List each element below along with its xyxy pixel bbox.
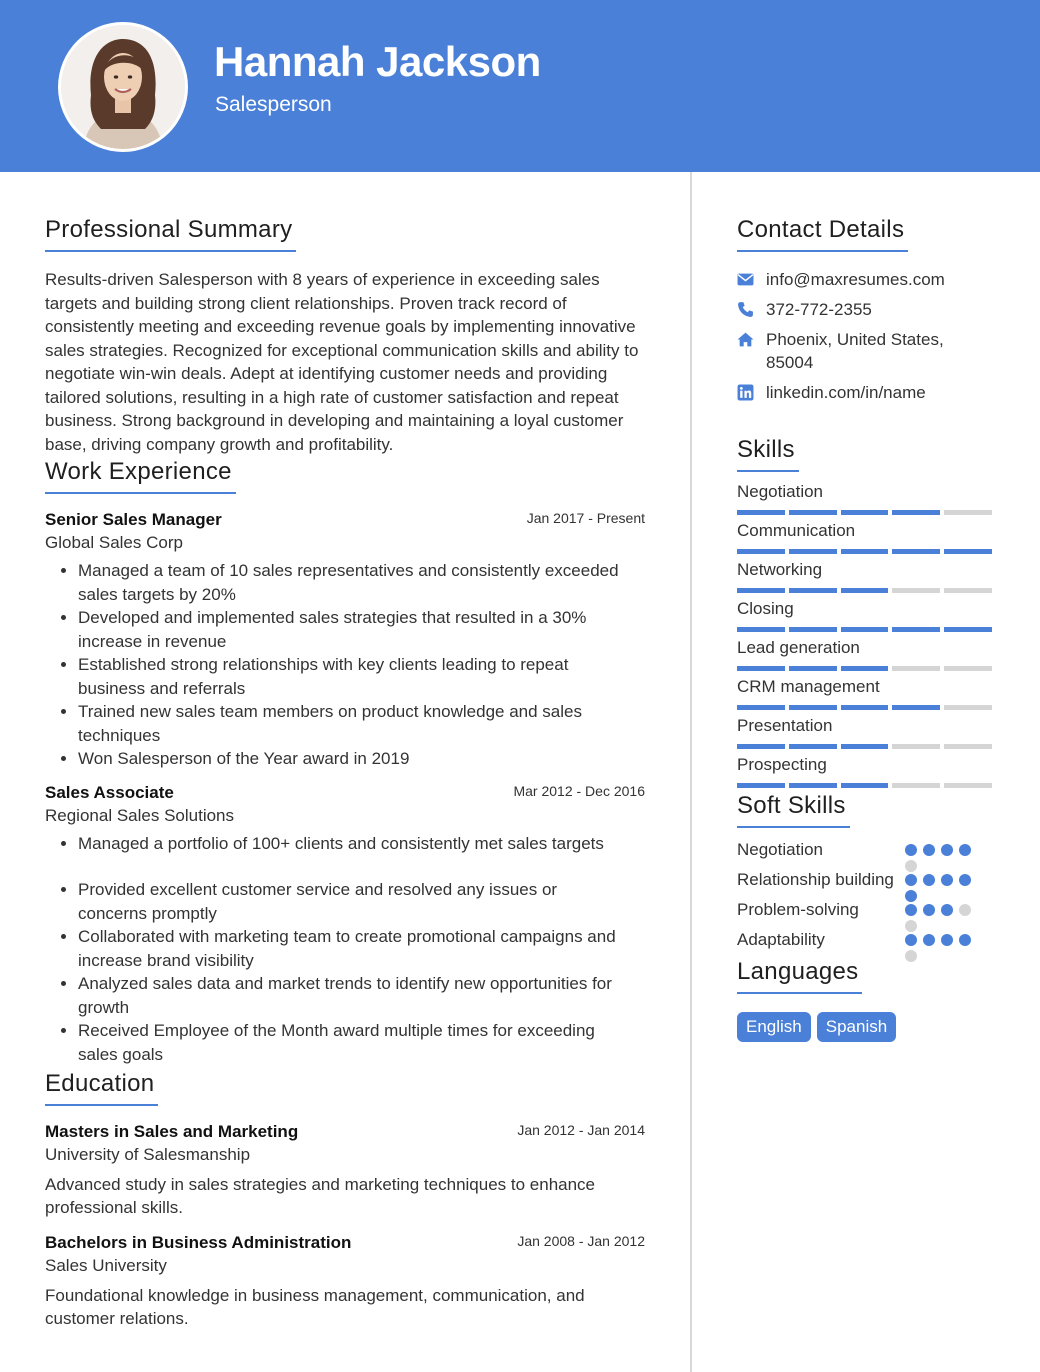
education-date: Jan 2008 - Jan 2012 [517, 1233, 645, 1249]
skill-level-segment [892, 588, 940, 593]
skill-level-segment [841, 666, 889, 671]
contact-heading: Contact Details [737, 216, 908, 252]
summary-text: Results-driven Salesperson with 8 years of experience in exceeding sales targets and building strong client relationships. Proven track record of consistently meeting and exceeding revenue goals by implementing innovative sales strategies. Recognized for exceptional communication skills and ability to negotiate win-win deals. Adept at identifying customer needs and providing tailored solutions, resulting in a high rate of customer satisfaction and repeat business. Strong background in developing and maintaining a loyal customer base, driving company growth and profitability. [45, 270, 639, 454]
job-title: Sales Associate [45, 782, 174, 802]
skill-level-segment [789, 588, 837, 593]
skill-label: Negotiation [737, 482, 824, 501]
soft-skill-item [737, 868, 997, 892]
language-badge: English [737, 1012, 811, 1042]
envelope-icon [737, 271, 754, 288]
skill-level-segment [892, 549, 940, 554]
job-bullet: • Developed and implemented sales strategies that resulted in a 30% increase in revenue [78, 606, 620, 653]
skill-label: CRM management [737, 677, 880, 696]
skill-level-segment [737, 549, 785, 554]
summary-heading: Professional Summary [45, 216, 296, 252]
skill-level-segment [841, 510, 889, 515]
skills-list [737, 482, 997, 788]
skill-item [737, 521, 997, 554]
phone-icon [737, 301, 754, 318]
skill-level-segment [841, 744, 889, 749]
job-entry [45, 783, 645, 1067]
skill-level-segment [789, 744, 837, 749]
rating-dot [923, 904, 935, 916]
skill-level-segment [841, 549, 889, 554]
rating-dot [905, 950, 917, 962]
skill-level-segment [892, 783, 940, 788]
skill-level-segment [789, 549, 837, 554]
skill-level-segment [841, 588, 889, 593]
rating-dot [905, 844, 917, 856]
contact-email-text: info@maxresumes.com [766, 270, 945, 289]
skill-level-segment [737, 705, 785, 710]
rating-dot [941, 904, 953, 916]
skill-label: Closing [737, 599, 794, 618]
skill-level-segment [789, 627, 837, 632]
contact-linkedin[interactable] [737, 381, 997, 404]
job-date: Jan 2017 - Present [526, 510, 645, 526]
skill-item [737, 716, 997, 749]
skill-level-bar [737, 588, 992, 593]
skill-level-segment [737, 510, 785, 515]
skill-level-segment [737, 588, 785, 593]
skill-label: Lead generation [737, 638, 860, 657]
rating-dot [941, 874, 953, 886]
rating-dot [959, 904, 971, 916]
skill-level-segment [841, 705, 889, 710]
skill-level-bar [737, 510, 992, 515]
home-icon [737, 331, 754, 348]
soft-skill-label: Relationship building [737, 870, 894, 889]
soft-skills-list [737, 838, 997, 952]
school-name: Sales University [45, 1256, 167, 1275]
skill-level-segment [789, 510, 837, 515]
education-heading: Education [45, 1070, 158, 1106]
experience-heading: Work Experience [45, 458, 236, 494]
skill-level-segment [944, 666, 992, 671]
skill-item [737, 638, 997, 671]
languages-heading: Languages [737, 958, 862, 994]
skill-level-segment [892, 627, 940, 632]
skill-level-bar [737, 744, 992, 749]
contact-email[interactable] [737, 268, 997, 291]
job-bullet: • Received Employee of the Month award multiple times for exceeding sales goals [78, 1019, 620, 1066]
skill-item [737, 677, 997, 710]
language-badge: Spanish [817, 1012, 896, 1042]
linkedin-icon [737, 384, 754, 401]
skill-level-segment [944, 549, 992, 554]
skill-level-bar [737, 783, 992, 788]
education-description: Foundational knowledge in business management, communication, and customer relations. [45, 1286, 585, 1328]
skill-level-segment [944, 510, 992, 515]
resume-header [0, 0, 1040, 172]
rating-dot [923, 844, 935, 856]
skill-item [737, 560, 997, 593]
skill-level-segment [841, 627, 889, 632]
skill-level-segment [944, 744, 992, 749]
skill-label: Communication [737, 521, 856, 540]
rating-dot [923, 934, 935, 946]
skill-level-segment [944, 783, 992, 788]
job-company: Global Sales Corp [45, 533, 183, 552]
contact-location [737, 328, 997, 374]
skill-item [737, 599, 997, 632]
job-bullet: • Analyzed sales data and market trends to identify new opportunities for growth [78, 972, 620, 1019]
soft-skill-label: Negotiation [737, 840, 824, 859]
education-description: Advanced study in sales strategies and marketing techniques to enhance professional skills. [45, 1175, 596, 1217]
rating-dot [959, 844, 971, 856]
rating-dot [959, 934, 971, 946]
job-bullet: • Provided excellent customer service and resolved any issues or concerns promptly [78, 878, 620, 925]
job-title: Senior Sales Manager [45, 510, 222, 529]
job-bullet: • Managed a portfolio of 100+ clients and consistently met sales targets [78, 832, 620, 856]
avatar [58, 22, 188, 152]
soft-skill-item [737, 838, 997, 862]
job-date: Mar 2012 - Dec 2016 [513, 782, 645, 799]
job-bullet: • Trained new sales team members on product knowledge and sales techniques [78, 700, 620, 747]
soft-skills-heading: Soft Skills [737, 792, 850, 828]
rating-dot [905, 904, 917, 916]
rating-dot [941, 934, 953, 946]
skill-level-bar [737, 705, 992, 710]
skill-level-segment [944, 627, 992, 632]
contact-phone[interactable] [737, 298, 997, 321]
skill-level-segment [892, 705, 940, 710]
skill-level-segment [737, 627, 785, 632]
profile-photo [61, 25, 185, 149]
job-bullets [45, 559, 620, 771]
degree-title: Bachelors in Business Administration [45, 1233, 352, 1252]
job-company: Regional Sales Solutions [45, 805, 235, 825]
job-bullet: • Managed a team of 10 sales representatives and consistently exceeded sales targets by 20% [78, 559, 620, 606]
contact-phone-text: 372-772-2355 [766, 300, 872, 319]
rating-dot [923, 874, 935, 886]
skill-label: Networking [737, 560, 823, 579]
skill-level-segment [944, 705, 992, 710]
skill-level-segment [789, 666, 837, 671]
education-entry [45, 1233, 645, 1330]
job-entry [45, 510, 645, 771]
rating-dot [941, 844, 953, 856]
skill-level-segment [841, 783, 889, 788]
soft-skill-label: Adaptability [737, 930, 825, 949]
skill-level-segment [789, 783, 837, 788]
job-bullet: • Collaborated with marketing team to create promotional campaigns and increase brand visibility [78, 925, 620, 972]
skill-level-bar [737, 666, 992, 671]
skill-level-segment [737, 783, 785, 788]
job-bullet: • Established strong relationships with key clients leading to repeat business and referrals [78, 653, 620, 700]
skill-level-bar [737, 627, 992, 632]
candidate-title: Salesperson [215, 93, 332, 116]
job-bullet: • Won Salesperson of the Year award in 2019 [78, 747, 620, 771]
education-entry [45, 1122, 645, 1219]
skill-label: Prospecting [737, 755, 827, 774]
rating-dot [959, 874, 971, 886]
contact-location-text: Phoenix, United States, 85004 [766, 330, 944, 372]
skill-level-bar [737, 549, 992, 554]
soft-skill-rating [905, 934, 981, 962]
degree-title: Masters in Sales and Marketing [45, 1122, 299, 1141]
main-column [45, 216, 645, 1330]
skill-item [737, 482, 997, 515]
skill-level-segment [892, 510, 940, 515]
rating-dot [905, 934, 917, 946]
contact-linkedin-text: linkedin.com/in/name [766, 383, 926, 402]
skill-item [737, 755, 997, 788]
languages-list [737, 1012, 997, 1042]
skill-level-segment [944, 588, 992, 593]
column-divider [690, 172, 692, 1372]
candidate-name: Hannah Jackson [214, 38, 541, 85]
school-name: University of Salesmanship [45, 1145, 251, 1164]
sidebar-column [737, 216, 997, 1042]
skill-level-segment [892, 666, 940, 671]
skill-label: Presentation [737, 716, 833, 735]
skills-heading: Skills [737, 436, 799, 472]
job-bullets [45, 832, 620, 1067]
skill-level-segment [737, 666, 785, 671]
skill-level-segment [892, 744, 940, 749]
soft-skill-label: Problem-solving [737, 900, 859, 919]
skill-level-segment [789, 705, 837, 710]
soft-skill-item [737, 928, 997, 952]
rating-dot [905, 874, 917, 886]
skill-level-segment [737, 744, 785, 749]
soft-skill-item [737, 898, 997, 922]
education-date: Jan 2012 - Jan 2014 [517, 1122, 645, 1138]
